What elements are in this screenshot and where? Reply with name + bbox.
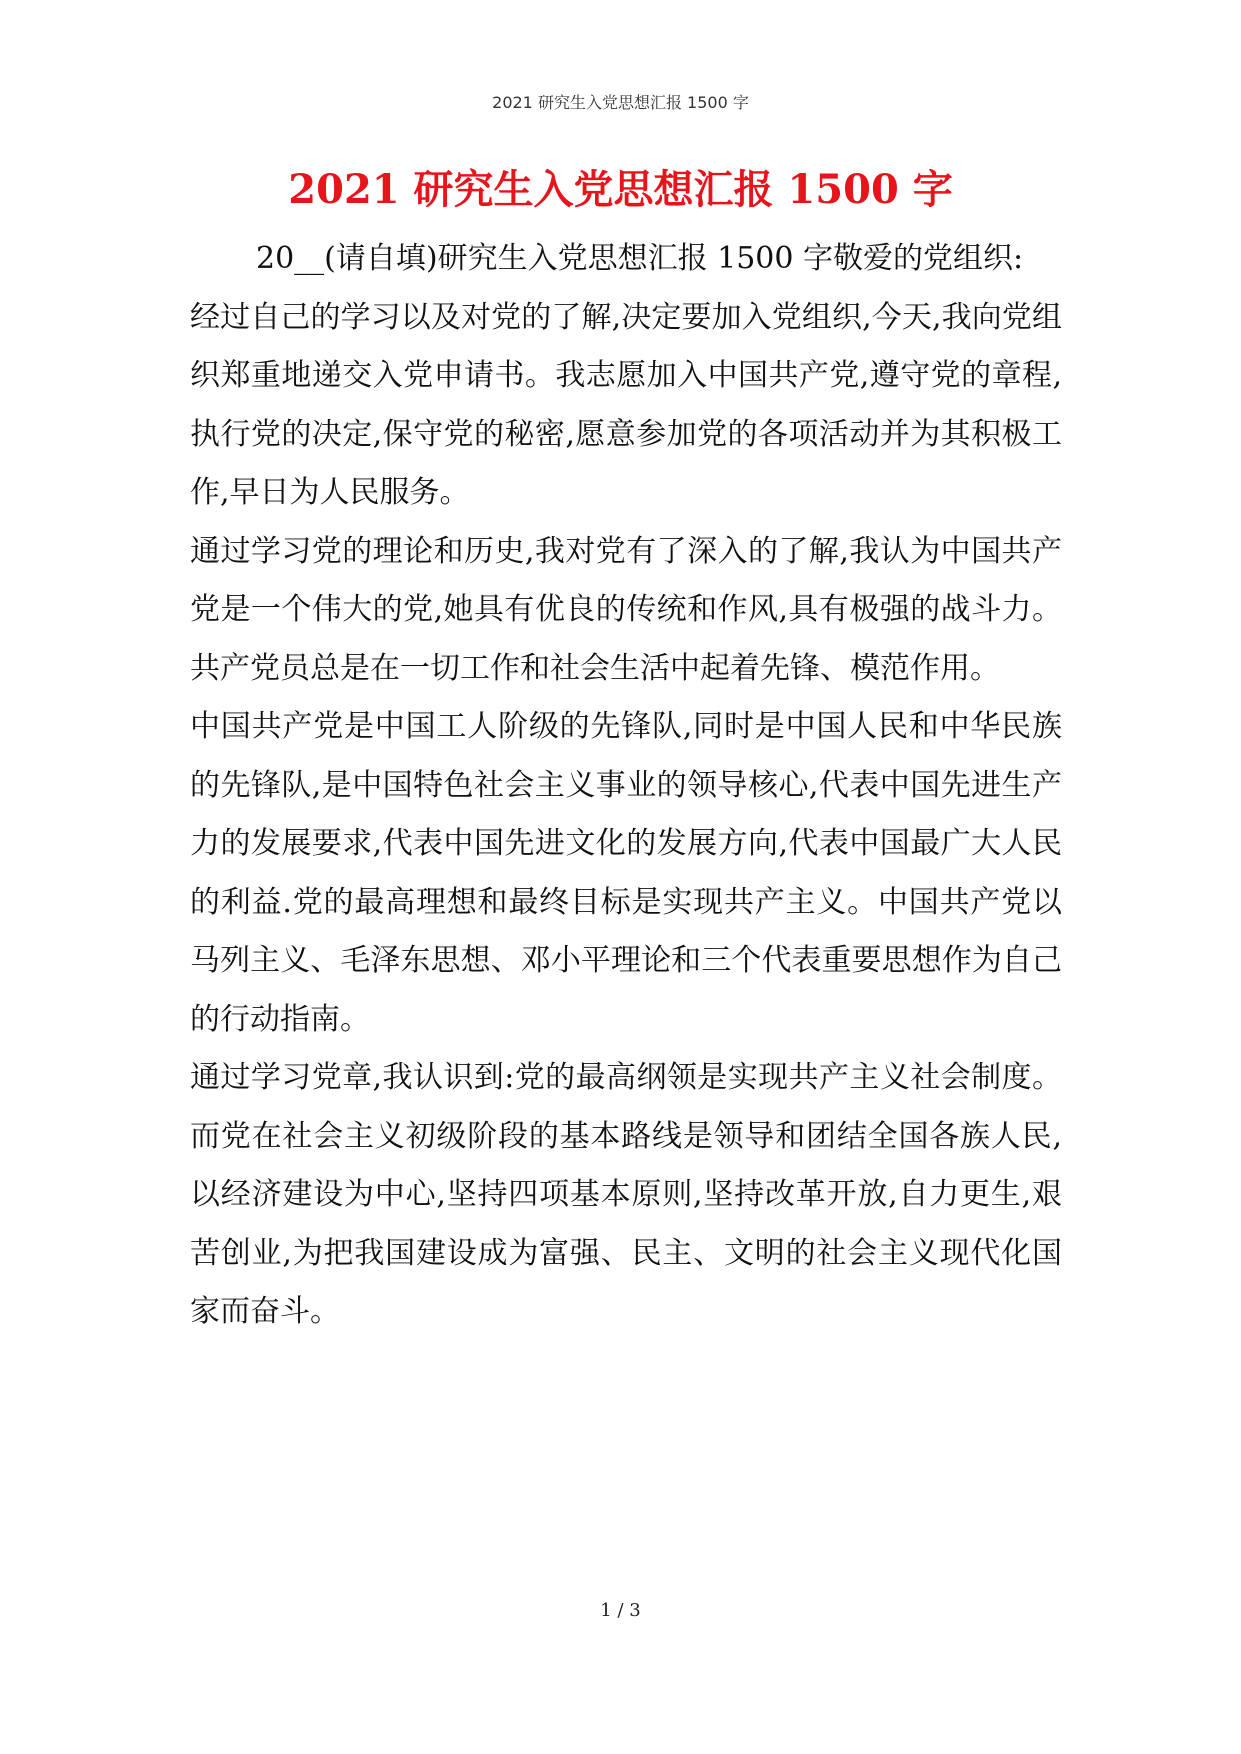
paragraph-salutation: 20__(请自填)研究生入党思想汇报 1500 字敬爱的党组织: — [256, 241, 1024, 276]
document-title: 2021 研究生入党思想汇报 1500 字 — [288, 166, 953, 213]
running-header: 2021 研究生入党思想汇报 1500 字 — [492, 93, 749, 112]
paragraph: 经过自己的学习以及对党的了解,决定要加入党组织,今天,我向党组织郑重地递交入党申请书。我志愿加入中国共产党,遵守党的章程,执行党的决定,保守党的秘密,愿意参加党的各项活动并为其积极工作,早日为人民服务。 — [190, 299, 1062, 510]
paragraph: 通过学习党章,我认识到:党的最高纲领是实现共产主义社会制度。而党在社会主义初级阶段的基本路线是领导和团结全国各族人民,以经济建设为中心,坚持四项基本原则,坚持改革开放,自力更生,艰苦创业,为把我国建设成为富强、民主、文明的社会主义现代化国家而奋斗。 — [190, 1060, 1062, 1329]
document-body — [190, 230, 1062, 1342]
paragraph: 通过学习党的理论和历史,我对党有了深入的了解,我认为中国共产党是一个伟大的党,她具有优良的传统和作风,具有极强的战斗力。共产党员总是在一切工作和社会生活中起着先锋、模范作用。 — [190, 533, 1062, 686]
paragraph: 中国共产党是中国工人阶级的先锋队,同时是中国人民和中华民族的先锋队,是中国特色社会主义事业的领导核心,代表中国先进生产力的发展要求,代表中国先进文化的发展方向,代表中国最广大人民的利益.党的最高理想和最终目标是实现共产主义。中国共产党以马列主义、毛泽东思想、邓小平理论和三个代表重要思想作为自己的行动指南。 — [190, 709, 1062, 1037]
page-number: 1 / 3 — [600, 1600, 641, 1621]
